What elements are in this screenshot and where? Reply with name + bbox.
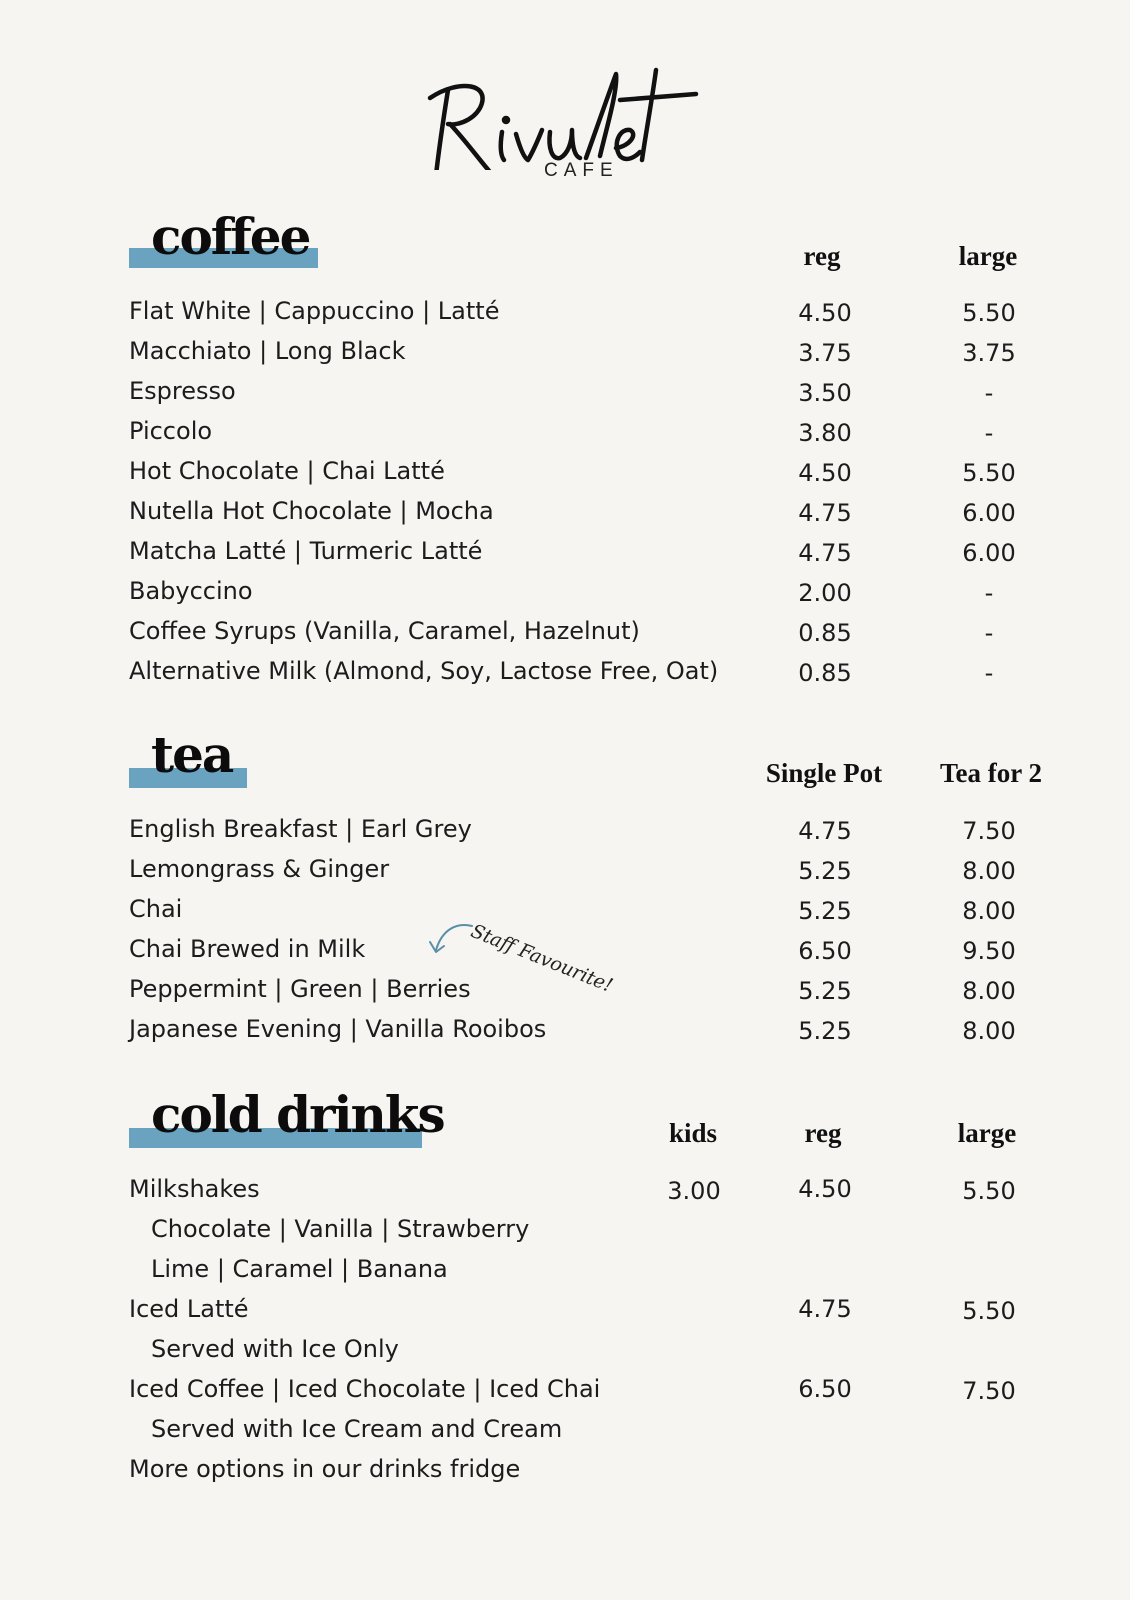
coffee-item-name: Alternative Milk (Almond, Soy, Lactose Free, Oat) xyxy=(129,657,719,685)
coffee-item-name: Babyccino xyxy=(129,577,253,605)
cold-item-name: Iced Coffee | Iced Chocolate | Iced Chai xyxy=(129,1375,601,1403)
cold-price-reg: 6.50 xyxy=(798,1375,852,1403)
tea-col-tea-for-2: Tea for 2 xyxy=(939,758,1042,788)
tea-price-single: 5.25 xyxy=(798,977,852,1005)
tea-price-single: 6.50 xyxy=(798,937,852,965)
coffee-item-name: Piccolo xyxy=(129,417,213,445)
coffee-price-large: - xyxy=(984,659,994,687)
coffee-price-large: 6.00 xyxy=(962,499,1016,527)
coffee-item-name: Matcha Latté | Turmeric Latté xyxy=(129,537,483,565)
tea-price-for2: 8.00 xyxy=(962,897,1016,925)
logo-script-graphic xyxy=(420,60,700,170)
cold-drinks-heading: cold drinks xyxy=(151,1085,444,1144)
logo-subtitle: CAFE xyxy=(544,160,619,181)
coffee-price-reg: 3.50 xyxy=(798,379,852,407)
tea-item-name: Chai Brewed in Milk xyxy=(129,935,366,963)
cold-item-name: Milkshakes xyxy=(129,1175,260,1203)
cold-item-description: Served with Ice Cream and Cream xyxy=(151,1415,563,1443)
cold-price-large: 5.50 xyxy=(962,1177,1016,1205)
coffee-price-reg: 4.75 xyxy=(798,499,852,527)
coffee-price-reg: 4.50 xyxy=(798,459,852,487)
coffee-price-reg: 0.85 xyxy=(798,659,852,687)
cold-col-kids: kids xyxy=(668,1118,718,1148)
coffee-col-reg: reg xyxy=(803,241,841,271)
cold-item-footnote: More options in our drinks fridge xyxy=(129,1455,521,1483)
tea-item-name: Peppermint | Green | Berries xyxy=(129,975,471,1003)
tea-price-single: 4.75 xyxy=(798,817,852,845)
tea-item-name: Chai xyxy=(129,895,183,923)
coffee-col-large: large xyxy=(958,241,1018,271)
coffee-item-name: Macchiato | Long Black xyxy=(129,337,406,365)
staff-favourite-label: Staff Favourite! xyxy=(467,920,616,997)
coffee-price-reg: 0.85 xyxy=(798,619,852,647)
cold-col-large: large xyxy=(957,1118,1017,1148)
tea-price-for2: 9.50 xyxy=(962,937,1016,965)
coffee-item-name: Flat White | Cappuccino | Latté xyxy=(129,297,500,325)
cold-price-reg: 4.75 xyxy=(798,1295,852,1323)
coffee-price-large: 5.50 xyxy=(962,299,1016,327)
coffee-price-large: 6.00 xyxy=(962,539,1016,567)
coffee-price-large: 3.75 xyxy=(962,339,1016,367)
staff-favourite-note xyxy=(428,916,638,997)
coffee-price-large: - xyxy=(984,579,994,607)
tea-price-for2: 8.00 xyxy=(962,857,1016,885)
cold-price-large: 5.50 xyxy=(962,1297,1016,1325)
coffee-item-name: Nutella Hot Chocolate | Mocha xyxy=(129,497,494,525)
coffee-item-name: Coffee Syrups (Vanilla, Caramel, Hazelnut) xyxy=(129,617,640,645)
tea-item-name: English Breakfast | Earl Grey xyxy=(129,815,472,843)
coffee-price-reg: 4.50 xyxy=(798,299,852,327)
tea-price-for2: 7.50 xyxy=(962,817,1016,845)
cold-price-large: 7.50 xyxy=(962,1377,1016,1405)
tea-item-name: Japanese Evening | Vanilla Rooibos xyxy=(129,1015,547,1043)
tea-item-name: Lemongrass & Ginger xyxy=(129,855,390,883)
coffee-price-large: - xyxy=(984,419,994,447)
cold-col-reg: reg xyxy=(804,1118,842,1148)
tea-price-single: 5.25 xyxy=(798,897,852,925)
cold-price-kids: 3.00 xyxy=(667,1177,721,1205)
tea-heading: tea xyxy=(151,725,233,784)
coffee-item-name: Hot Chocolate | Chai Latté xyxy=(129,457,445,485)
cafe-logo xyxy=(420,60,700,195)
tea-price-for2: 8.00 xyxy=(962,1017,1016,1045)
cold-item-description: Lime | Caramel | Banana xyxy=(151,1255,448,1283)
cold-price-reg: 4.50 xyxy=(798,1175,852,1203)
tea-price-single: 5.25 xyxy=(798,857,852,885)
coffee-price-large: - xyxy=(984,619,994,647)
coffee-price-large: 5.50 xyxy=(962,459,1016,487)
coffee-heading: coffee xyxy=(151,207,310,266)
coffee-price-reg: 3.75 xyxy=(798,339,852,367)
cold-item-description: Chocolate | Vanilla | Strawberry xyxy=(151,1215,530,1243)
cold-item-description: Served with Ice Only xyxy=(151,1335,399,1363)
tea-col-single-pot: Single Pot xyxy=(765,758,883,788)
coffee-price-reg: 4.75 xyxy=(798,539,852,567)
tea-price-single: 5.25 xyxy=(798,1017,852,1045)
coffee-item-name: Espresso xyxy=(129,377,236,405)
cold-item-name: Iced Latté xyxy=(129,1295,249,1323)
coffee-price-reg: 3.80 xyxy=(798,419,852,447)
coffee-price-reg: 2.00 xyxy=(798,579,852,607)
tea-price-for2: 8.00 xyxy=(962,977,1016,1005)
coffee-price-large: - xyxy=(984,379,994,407)
